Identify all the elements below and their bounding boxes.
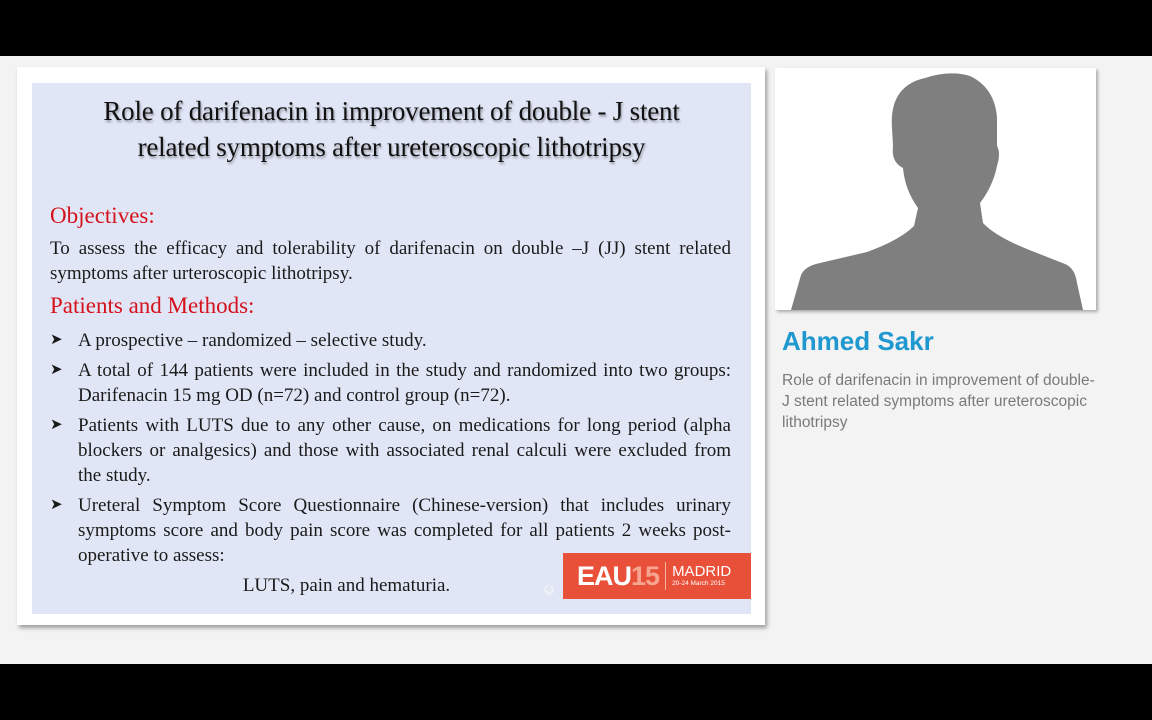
speaker-photo — [775, 68, 1096, 310]
arrow-bullet-icon: ➤ — [50, 332, 63, 348]
logo-dates: 20-24 March 2015 — [672, 580, 725, 588]
arrow-bullet-icon: ➤ — [50, 362, 63, 378]
objectives-heading: Objectives: — [50, 203, 155, 228]
copyright-icon: © — [544, 585, 554, 595]
bullet-text: Patients with LUTS due to any other cause, on medications for long period (alpha blockers or analgesics) and those with associated renal calculi were excluded from the study. — [78, 415, 731, 486]
logo-city: MADRID — [672, 563, 732, 581]
logo-eau: EAU — [577, 560, 632, 591]
methods-heading: Patients and Methods: — [50, 293, 255, 318]
eau15-logo — [563, 553, 751, 599]
person-silhouette-icon — [775, 68, 1096, 310]
video-stage — [0, 56, 1152, 664]
logo-divider — [665, 562, 666, 590]
bullet-text: Ureteral Symptom Score Questionnaire (Chinese-version) that includes urinary symptoms score and body pain score was completed for all patients 2 weeks post-operative to assess: — [78, 495, 731, 566]
arrow-bullet-icon: ➤ — [50, 497, 63, 513]
logo-year: 15 — [631, 560, 660, 591]
bullet-text: A total of 144 patients were included in the study and randomized into two groups: Darifenacin 15 mg OD (n=72) and control group (n=72). — [78, 360, 731, 406]
slide-title-line-2: related symptoms after ureteroscopic lithotripsy — [137, 132, 646, 162]
bullet-item — [50, 413, 731, 488]
slide-title — [32, 93, 751, 165]
assessment-line: LUTS, pain and hematuria. — [242, 575, 451, 596]
objectives-text: To assess the efficacy and tolerability of darifenacin on double –J (JJ) stent related symptoms after urteroscopic lithotripsy. — [50, 238, 731, 284]
slide-card — [17, 67, 765, 625]
slide-title-line-1: Role of darifenacin in improvement of double - J stent — [103, 96, 680, 126]
bullet-text: A prospective – randomized – selective study. — [78, 330, 427, 351]
speaker-name: Ahmed Sakr — [782, 326, 934, 356]
presentation-slide — [32, 83, 751, 614]
bullet-item — [50, 328, 731, 353]
logo-city-block — [672, 564, 731, 588]
talk-title: Role of darifenacin in improvement of double-J stent related symptoms after ureteroscopic lithotripsy — [782, 372, 1095, 431]
arrow-bullet-icon: ➤ — [50, 417, 63, 433]
bullet-item — [50, 358, 731, 408]
